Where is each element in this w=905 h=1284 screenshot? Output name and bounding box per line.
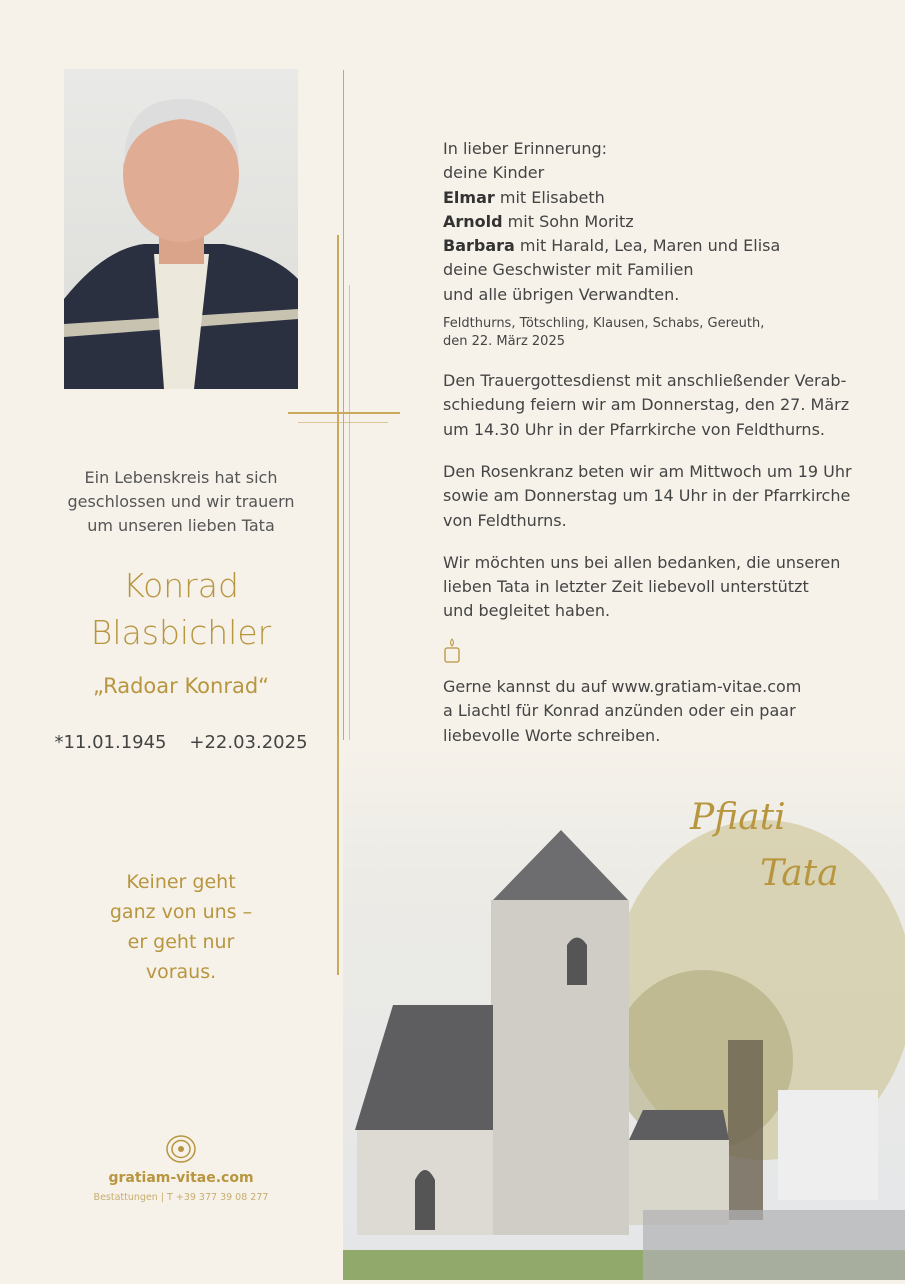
place-date: [443, 315, 863, 351]
deceased-name: [40, 562, 322, 656]
quote-line: er geht nur: [127, 931, 235, 953]
text-line: und begleitet haben.: [443, 601, 611, 621]
online-condolence-text: [443, 675, 863, 748]
places: Feldthurns, Tötschling, Klausen, Schabs, Gereuth,: [443, 316, 765, 332]
company-logo: [40, 1134, 322, 1203]
child-line: [443, 186, 863, 210]
text-line: In lieber Erinnerung:: [443, 139, 608, 158]
text-line: Den Trauergottesdienst mit anschließender Verab-: [443, 371, 847, 391]
spiral-logo-icon: [165, 1134, 197, 1164]
child-line: [443, 210, 863, 234]
funeral-info: [443, 369, 863, 442]
intro-line: geschlossen und wir trauern: [67, 492, 295, 511]
text-line: um 14.30 Uhr in der Pfarrkirche von Feldthurns.: [443, 419, 825, 439]
text-line: von Feldthurns.: [443, 510, 567, 530]
text-line: deine Kinder: [443, 163, 545, 183]
intro-line: Ein Lebenskreis hat sich: [84, 468, 278, 487]
child-family: mit Elisabeth: [494, 187, 605, 207]
text-line: sowie am Donnerstag um 14 Uhr in der Pfarrkirche: [443, 486, 851, 506]
nickname: „Radoar Konrad“: [92, 674, 270, 698]
candle-icon: [443, 638, 863, 671]
signature-pfiati-tata: [690, 790, 839, 902]
text-line: lieben Tata in letzter Zeit liebevoll unterstützt: [443, 577, 809, 597]
text-line: schiedung feiern wir am Donnerstag, den 27. März: [443, 395, 850, 415]
child-name: Arnold: [443, 211, 503, 231]
contact-info: Bestattungen | T +39 377 39 08 277: [93, 1192, 269, 1203]
quote-line: ganz von uns –: [109, 901, 253, 923]
quote: [40, 867, 322, 987]
portrait-photo: [64, 69, 298, 389]
birth-date: *11.01.1945: [54, 732, 167, 753]
text-line: und alle übrigen Verwandten.: [443, 284, 680, 304]
rosary-info: [443, 460, 863, 533]
date: den 22. März 2025: [443, 334, 565, 350]
text-line: Gerne kannst du auf www.gratiam-vitae.com: [443, 677, 802, 697]
text-line: Den Rosenkranz beten wir am Mittwoch um 19 Uhr: [443, 461, 852, 481]
child-line: [443, 234, 863, 258]
child-family: mit Harald, Lea, Maren und Elisa: [514, 236, 781, 256]
child-name: Barbara: [443, 236, 515, 256]
signature-line: Pfiati: [690, 797, 786, 838]
death-date: +22.03.2025: [189, 732, 308, 753]
child-name: Elmar: [443, 187, 495, 207]
last-name: Blasbichler: [90, 613, 272, 652]
text-line: Wir möchten uns bei allen bedanken, die unseren: [443, 552, 841, 572]
text-line: deine Geschwister mit Familien: [443, 260, 694, 280]
text-line: a Liachtl für Konrad anzünden oder ein paar: [443, 701, 796, 721]
first-name: Konrad: [123, 566, 239, 605]
mourners-text: [443, 137, 863, 748]
text-line: liebevolle Worte schreiben.: [443, 725, 661, 745]
quote-line: voraus.: [145, 961, 217, 983]
thanks-text: [443, 551, 863, 624]
life-dates: [40, 732, 322, 753]
logo-text: gratiam-vitae.com: [108, 1170, 254, 1186]
intro-line: um unseren lieben Tata: [87, 516, 275, 535]
quote-line: Keiner geht: [126, 871, 236, 893]
child-family: mit Sohn Moritz: [502, 211, 634, 231]
intro-text: [40, 466, 322, 538]
signature-line: Tata: [760, 853, 839, 894]
